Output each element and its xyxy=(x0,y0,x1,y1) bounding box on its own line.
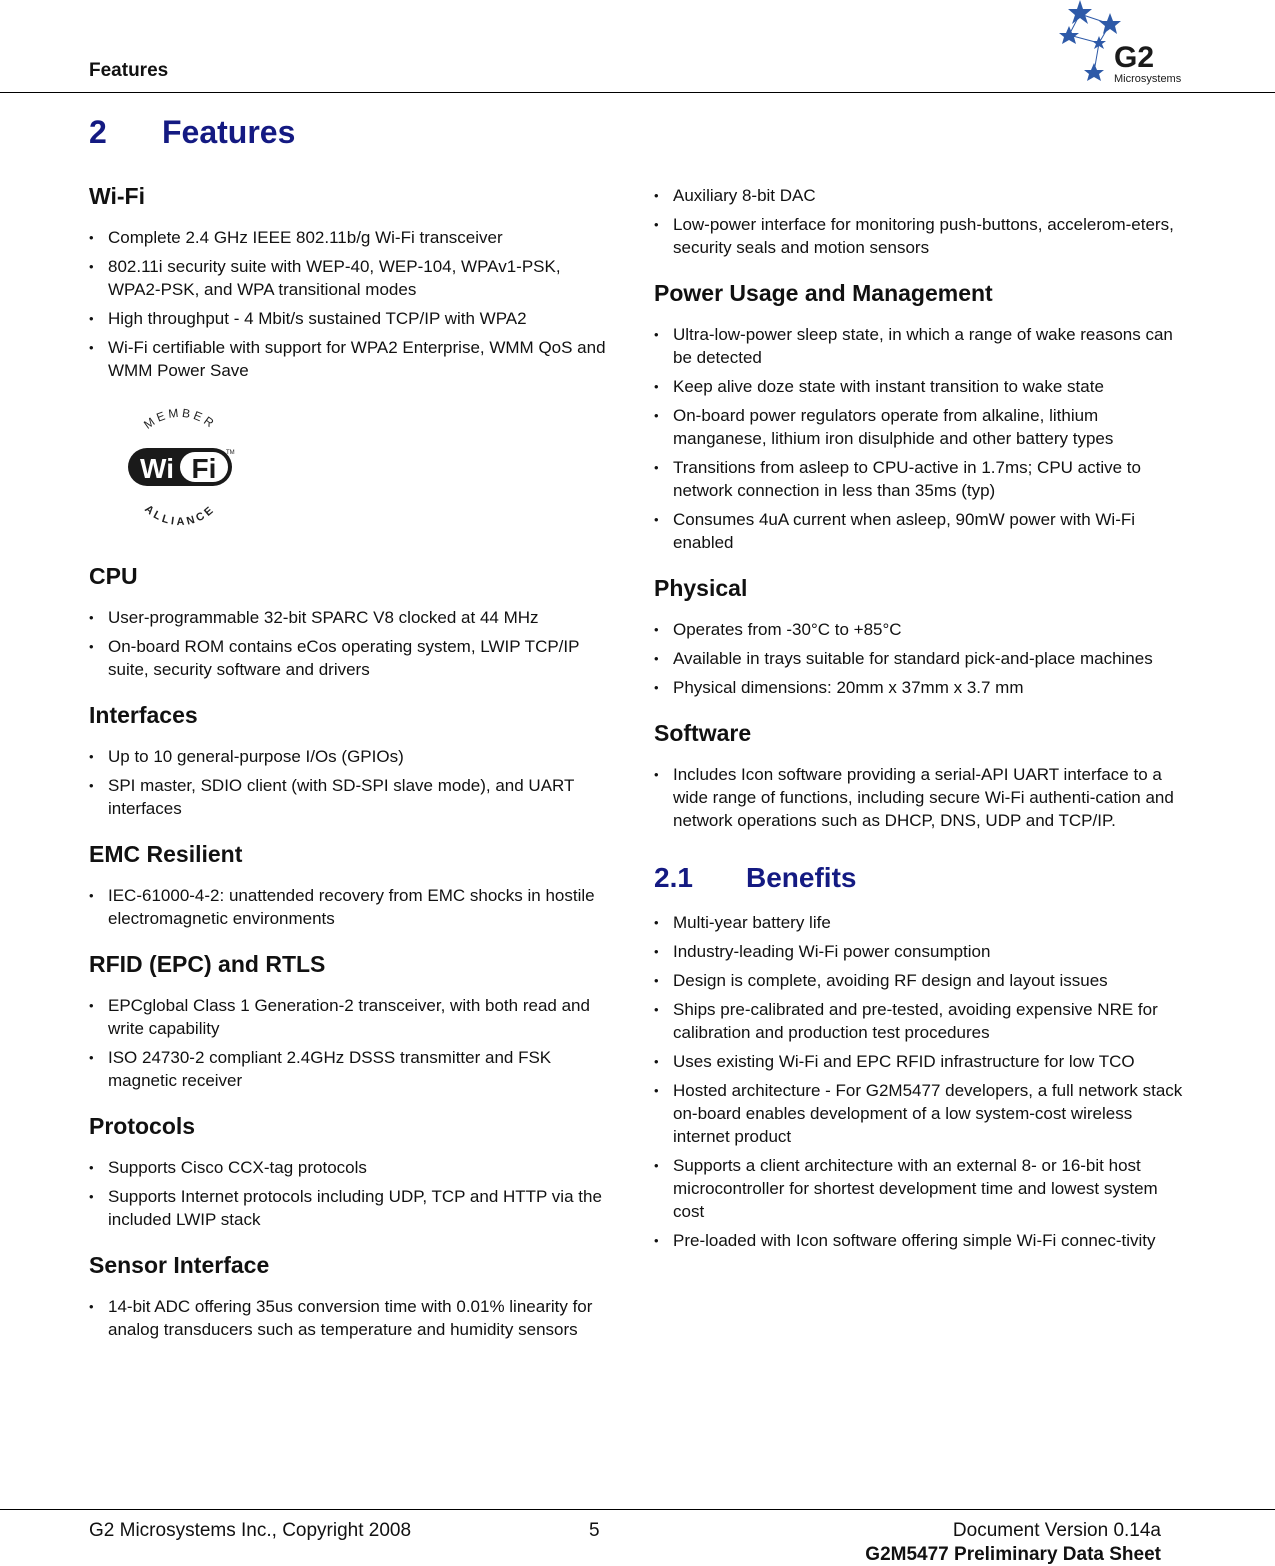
physical-list xyxy=(654,618,1184,699)
cpu-heading: CPU xyxy=(89,563,138,589)
sensor-list xyxy=(89,1295,617,1341)
emc-list xyxy=(89,884,617,930)
list-item: • Multi-year battery life xyxy=(654,911,1184,934)
list-item: • IEC-61000-4-2: unattended recovery from EMC shocks in hostile electromagnetic environments xyxy=(89,884,617,930)
list-item: • Design is complete, avoiding RF design and layout issues xyxy=(654,969,1184,992)
sensor-list-continued xyxy=(654,184,1184,259)
list-item: • Hosted architecture - For G2M5477 developers, a full network stack on-board enables development of a low system-cost wireless internet product xyxy=(654,1079,1184,1148)
wifi-alliance-logo xyxy=(119,406,241,528)
section-title: Features xyxy=(162,114,296,150)
sensor-heading: Sensor Interface xyxy=(89,1252,270,1278)
svg-text:MEMBER xyxy=(141,406,219,432)
list-item: • Wi-Fi certifiable with support for WPA2 Enterprise, WMM QoS and WMM Power Save xyxy=(89,336,617,382)
list-item: • Complete 2.4 GHz IEEE 802.11b/g Wi-Fi transceiver xyxy=(89,226,617,249)
logo-star-1 xyxy=(1068,0,1092,24)
benefits-number: 2.1 xyxy=(654,862,693,893)
list-item: • 802.11i security suite with WEP-40, WEP-104, WPAv1-PSK, WPA2-PSK, and WPA transitional modes xyxy=(89,255,617,301)
header-rule xyxy=(0,92,1275,93)
list-item: • Ships pre-calibrated and pre-tested, avoiding expensive NRE for calibration and production test procedures xyxy=(654,998,1184,1044)
power-list xyxy=(654,323,1184,554)
list-item: • Operates from -30°C to +85°C xyxy=(654,618,1184,641)
list-item: • User-programmable 32-bit SPARC V8 clocked at 44 MHz xyxy=(89,606,617,629)
list-item: • Supports Internet protocols including UDP, TCP and HTTP via the included LWIP stack xyxy=(89,1185,617,1231)
list-item: • Physical dimensions: 20mm x 37mm x 3.7 mm xyxy=(654,676,1184,699)
page-title xyxy=(89,114,295,151)
footer-copyright: G2 Microsystems Inc., Copyright 2008 xyxy=(89,1520,412,1541)
document-version: Document Version 0.14a xyxy=(952,1520,1161,1541)
wifi-logo-wi: Wi xyxy=(140,453,174,484)
page-number: 5 xyxy=(589,1520,600,1541)
benefits-title: Benefits xyxy=(746,862,857,893)
logo-name: G2 xyxy=(1114,41,1155,74)
list-item: • Keep alive doze state with instant transition to wake state xyxy=(654,375,1184,398)
left-column xyxy=(89,183,617,1347)
emc-heading: EMC Resilient xyxy=(89,841,243,867)
list-item: • Industry-leading Wi-Fi power consumption xyxy=(654,940,1184,963)
software-list xyxy=(654,763,1184,832)
list-item: • SPI master, SDIO client (with SD-SPI slave mode), and UART interfaces xyxy=(89,774,617,820)
list-item: • Auxiliary 8-bit DAC xyxy=(654,184,1184,207)
list-item: • 14-bit ADC offering 35us conversion time with 0.01% linearity for analog transducers such as temperature and humidity sensors xyxy=(89,1295,617,1341)
list-item: • Includes Icon software providing a serial-API UART interface to a wide range of functions, including secure Wi-Fi authenti-cation and network operations such as DHCP, DNS, UDP and TCP/IP. xyxy=(654,763,1184,832)
list-item: • Supports Cisco CCX-tag protocols xyxy=(89,1156,617,1179)
list-item: • Uses existing Wi-Fi and EPC RFID infrastructure for low TCO xyxy=(654,1050,1184,1073)
list-item: • EPCglobal Class 1 Generation-2 transceiver, with both read and write capability xyxy=(89,994,617,1040)
wifi-heading: Wi-Fi xyxy=(89,183,145,209)
rfid-list xyxy=(89,994,617,1092)
list-item: • High throughput - 4 Mbit/s sustained TCP/IP with WPA2 xyxy=(89,307,617,330)
right-column xyxy=(654,184,1184,1258)
section-number: 2 xyxy=(89,114,107,150)
list-item: • Available in trays suitable for standard pick-and-place machines xyxy=(654,647,1184,670)
logo-sub: Microsystems xyxy=(1114,73,1182,85)
document-title: G2M5477 Preliminary Data Sheet xyxy=(865,1544,1161,1565)
list-item: • Consumes 4uA current when asleep, 90mW power with Wi-Fi enabled xyxy=(654,508,1184,554)
cpu-list xyxy=(89,606,617,681)
interfaces-heading: Interfaces xyxy=(89,702,198,728)
svg-text:ALLIANCE xyxy=(142,503,218,528)
software-heading: Software xyxy=(654,720,752,746)
rfid-heading: RFID (EPC) and RTLS xyxy=(89,951,326,977)
wifi-logo-member: MEMBER xyxy=(141,406,219,432)
wifi-logo-alliance: ALLIANCE xyxy=(142,502,218,528)
list-item: • On-board ROM contains eCos operating system, LWIP TCP/IP suite, security software and drivers xyxy=(89,635,617,681)
protocols-heading: Protocols xyxy=(89,1113,196,1139)
footer-rule xyxy=(0,1509,1275,1510)
interfaces-list xyxy=(89,745,617,820)
list-item: • Ultra-low-power sleep state, in which a range of wake reasons can be detected xyxy=(654,323,1184,369)
g2-logo xyxy=(1052,0,1192,92)
list-item: • Pre-loaded with Icon software offering simple Wi-Fi connec-tivity xyxy=(654,1229,1184,1252)
list-item: • Supports a client architecture with an external 8- or 16-bit host microcontroller for shortest development time and lowest system cost xyxy=(654,1154,1184,1223)
wifi-logo-tm: TM xyxy=(226,450,235,456)
header-title: Features xyxy=(89,60,169,81)
list-item: • Up to 10 general-purpose I/Os (GPIOs) xyxy=(89,745,617,768)
protocols-list xyxy=(89,1156,617,1231)
power-heading: Power Usage and Management xyxy=(654,280,993,306)
list-item: • On-board power regulators operate from alkaline, lithium manganese, lithium iron disulphide and other battery types xyxy=(654,404,1184,450)
wifi-list xyxy=(89,226,617,382)
benefits-heading xyxy=(654,862,1184,894)
benefits-list xyxy=(654,911,1184,1252)
wifi-logo-fi: Fi xyxy=(191,453,217,484)
physical-heading: Physical xyxy=(654,575,748,601)
list-item: • ISO 24730-2 compliant 2.4GHz DSSS transmitter and FSK magnetic receiver xyxy=(89,1046,617,1092)
list-item: • Low-power interface for monitoring push-buttons, accelerom-eters, security seals and motion sensors xyxy=(654,213,1184,259)
list-item: • Transitions from asleep to CPU-active in 1.7ms; CPU active to network connection in less than 35ms (typ) xyxy=(654,456,1184,502)
